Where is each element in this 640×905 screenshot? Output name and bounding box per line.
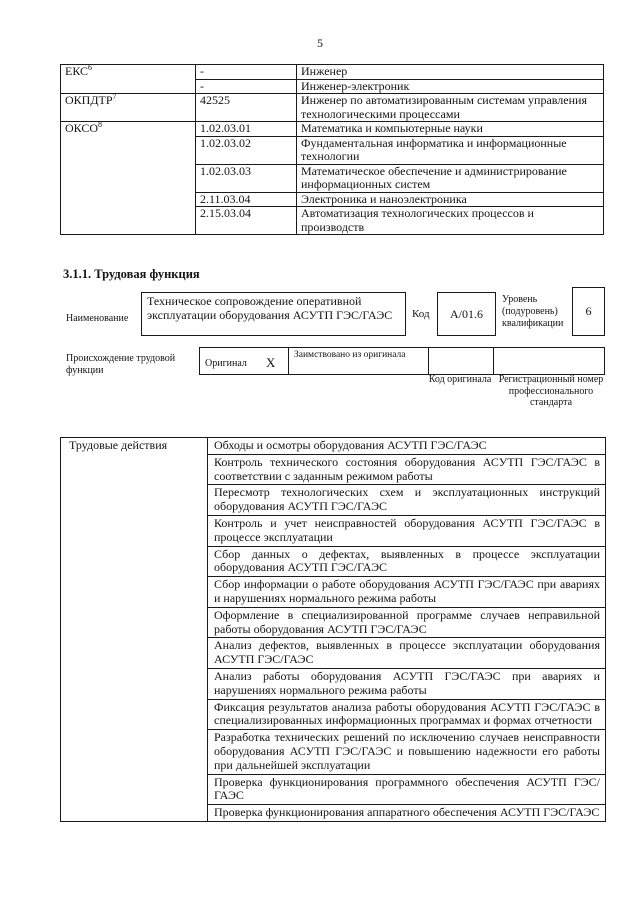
labor-action-item: Анализ работы оборудования АСУТП ГЭС/ГАЭС при авариях и нарушениях нормального режима работы: [208, 668, 606, 699]
divider: [493, 348, 494, 374]
section-title: 3.1.1. Трудовая функция: [63, 267, 200, 281]
classifier-label-okso: ОКСО$^8$: [61, 122, 196, 235]
name-label: Наименование: [66, 313, 129, 324]
labor-action-item: Анализ дефектов, выявленных в процессе эксплуатации оборудования АСУТП ГЭС/ГАЭС: [208, 638, 606, 669]
labor-action-item: Контроль и учет неисправностей оборудования АСУТП ГЭС/ГАЭС в процессе эксплуатации: [208, 515, 606, 546]
labor-action-item: Контроль технического состояния оборудования АСУТП ГЭС/ГАЭС в соответствии с заданным режимом работы: [208, 454, 606, 485]
table-row: [61, 94, 604, 122]
classifier-code: 2.11.03.04: [196, 192, 297, 207]
labor-action-item: Проверка функционирования программного обеспечения АСУТП ГЭС/ГАЭС: [208, 774, 606, 805]
function-name-box: Техническое сопровождение оперативной эксплуатации оборудования АСУТП ГЭС/ГАЭС: [141, 292, 406, 336]
classifier-code: 42525: [196, 94, 297, 122]
labor-actions-table: [60, 437, 606, 822]
qualification-level-label: Уровень (подуровень) квалификации: [502, 294, 564, 329]
classifier-label-eks: ЕКС$^6$: [61, 65, 196, 94]
labor-action-item: Фиксация результатов анализа работы оборудования АСУТП ГЭС/ГАЭС в специализированных информационных программах и формах отчетности: [208, 699, 606, 730]
labor-action-item: Пересмотр технологических схем и эксплуатационных инструкций оборудования АСУТП ГЭС/ГАЭС: [208, 485, 606, 516]
origin-table: [199, 347, 605, 375]
divider: [428, 348, 429, 374]
table-row: [61, 65, 604, 80]
labor-action-item: Проверка функционирования аппаратного обеспечения АСУТП ГЭС/ГАЭС: [208, 805, 606, 822]
table-row: [61, 438, 606, 455]
code-original-caption: Код оригинала: [428, 374, 492, 385]
function-code-box: А/01.6: [437, 292, 496, 336]
labor-actions-header: Трудовые действия: [61, 438, 208, 822]
classifier-name: Электроника и наноэлектроника: [297, 192, 604, 207]
table-row: [61, 122, 604, 137]
classifier-code: 1.02.03.01: [196, 122, 297, 137]
original-label: Оригинал: [205, 358, 247, 369]
classifier-name: Инженер-электроник: [297, 79, 604, 94]
origin-label: Происхождение трудовой функции: [66, 353, 176, 376]
labor-action-item: Разработка технических решений по исключению случаев неисправности оборудования АСУТП ГЭС/ГАЭС и повышению надежности его работы при дальнейшей эксплуатации: [208, 730, 606, 774]
classifier-name: Математика и компьютерные науки: [297, 122, 604, 137]
original-mark: X: [266, 355, 276, 370]
borrowed-label: Заимствовано из оригинала: [294, 350, 406, 360]
classifier-code: 1.02.03.02: [196, 136, 297, 164]
labor-action-item: Обходы и осмотры оборудования АСУТП ГЭС/ГАЭС: [208, 438, 606, 455]
labor-action-item: Сбор информации о работе оборудования АСУТП ГЭС/ГАЭС при авариях и нарушениях нормального режима работы: [208, 577, 606, 608]
reg-number-caption: Регистрационный номер профессионального стандарта: [498, 374, 604, 408]
classifier-name: Инженер: [297, 65, 604, 80]
classifier-code: 2.15.03.04: [196, 207, 297, 235]
page-number: 5: [317, 36, 323, 50]
classifier-name: Автоматизация технологических процессов и производств: [297, 207, 604, 235]
classifier-name: Фундаментальная информатика и информационные технологии: [297, 136, 604, 164]
qualification-level-box: 6: [572, 287, 605, 336]
classifier-code: -: [196, 65, 297, 80]
divider: [288, 348, 289, 374]
labor-action-item: Сбор данных о дефектах, выявленных в процессе эксплуатации оборудования АСУТП ГЭС/ГАЭС: [208, 546, 606, 577]
classifier-code: -: [196, 79, 297, 94]
code-label: Код: [412, 308, 430, 320]
classifier-name: Инженер по автоматизированным системам управления технологическими процессами: [297, 94, 604, 122]
labor-action-item: Оформление в специализированной программе случаев неправильной работы оборудования АСУТП ГЭС/ГАЭС: [208, 607, 606, 638]
classifier-label-okpdtr: ОКПДТР$^7$: [61, 94, 196, 122]
classification-table: [60, 64, 604, 235]
classifier-code: 1.02.03.03: [196, 164, 297, 192]
classifier-name: Математическое обеспечение и администрирование информационных систем: [297, 164, 604, 192]
